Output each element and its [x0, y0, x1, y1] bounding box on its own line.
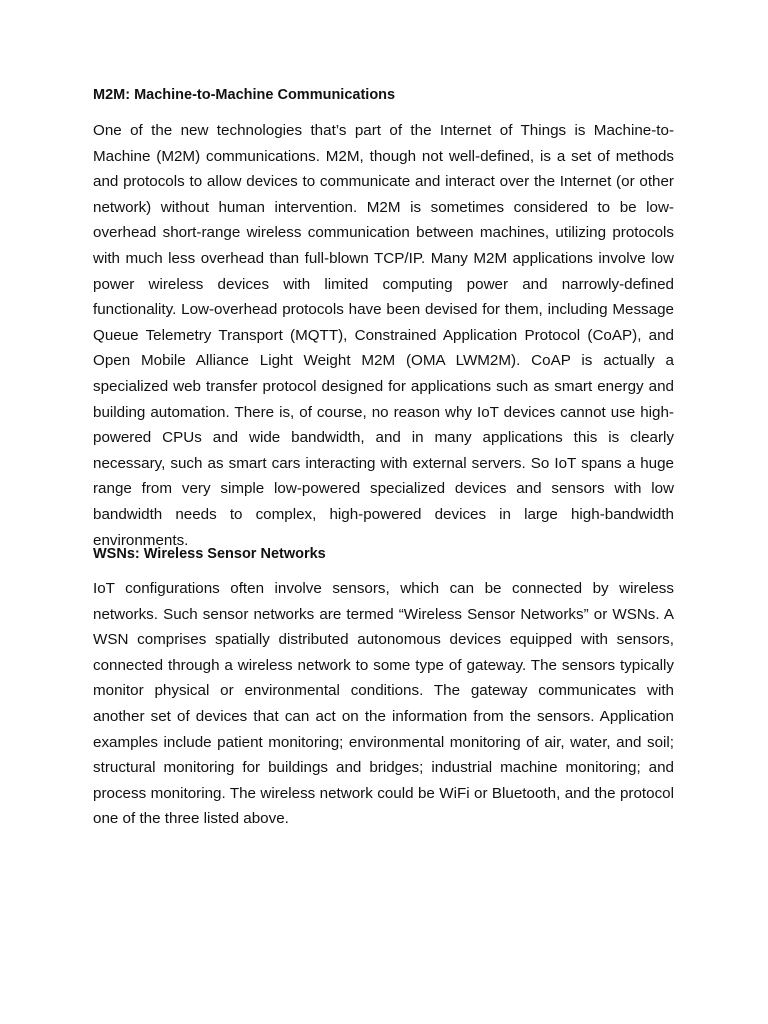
- section-paragraph-wsn: IoT configurations often involve sensors, which can be connected by wireless networks. Such sensor networks are termed “Wireless Sensor Networks” or WSNs. A WSN comprises spatially distributed autonomous devices equipped with sensors, connected through a wireless network to some type of gateway. The sensors typically monitor physical or environmental conditions. The gateway communicates with another set of devices that can act on the information from the sensors. Application examples include patient monitoring; environmental monitoring of air, water, and soil; structural monitoring for buildings and bridges; industrial machine monitoring; and process monitoring. The wireless network could be WiFi or Bluetooth, and the protocol one of the three listed above.: [93, 580, 674, 828]
- section-paragraph-m2m: One of the new technologies that’s part of the Internet of Things is Machine-to-Machine (M2M) communications. M2M, though not well-defined, is a set of methods and protocols to allow devices to communicate and interact over the Internet (or other network) without human intervention. M2M is sometimes considered to be low-overhead short-range wireless communication between machines, utilizing protocols with much less overhead than full-blown TCP/IP. Many M2M applications involve low power wireless devices with limited computing power and narrowly-defined functionality. Low-overhead protocols have been devised for them, including Message Queue Telemetry Transport (MQTT), Constrained Application Protocol (CoAP), and Open Mobile Alliance Light Weight M2M (OMA LWM2M). CoAP is actually a specialized web transfer protocol designed for applications such as smart energy and building automation. There is, of course, no reason why IoT devices cannot use high-powered CPUs and wide bandwidth, and in many applications this is clearly necessary, such as smart cars interacting with external servers. So IoT spans a huge range from very simple low-powered specialized devices and sensors with low bandwidth needs to complex, high-powered devices in large high-bandwidth environments.: [93, 122, 674, 549]
- section-heading-wsn: WSNs: Wireless Sensor Networks: [93, 546, 326, 562]
- section-heading-m2m: M2M: Machine-to-Machine Communications: [93, 87, 396, 103]
